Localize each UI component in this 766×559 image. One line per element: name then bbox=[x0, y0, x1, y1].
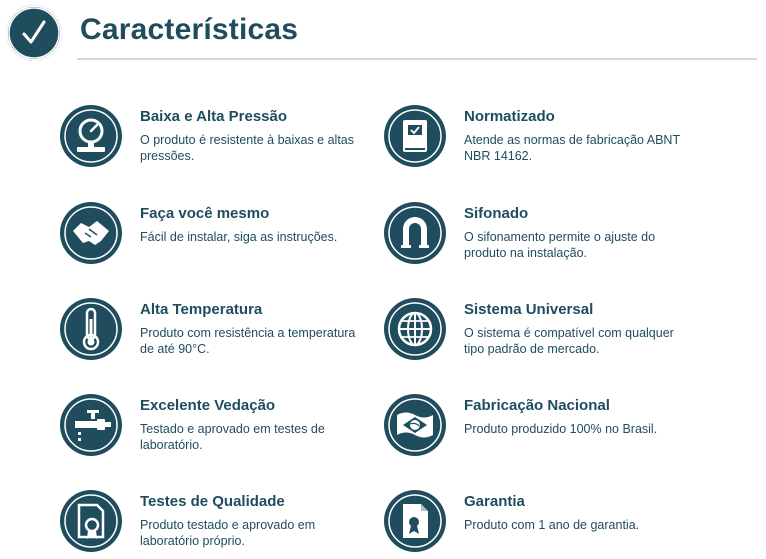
feature-title: Sistema Universal bbox=[464, 301, 594, 318]
feature-title: Excelente Vedação bbox=[140, 397, 276, 414]
checkmark-icon bbox=[6, 5, 62, 61]
title-divider bbox=[77, 58, 757, 60]
feature-description: Produto com 1 ano de garantia. bbox=[464, 518, 640, 532]
feature-excellent-sealing bbox=[59, 393, 389, 463]
page-title: Características bbox=[80, 13, 299, 46]
handshake-icon bbox=[59, 201, 123, 265]
feature-description: Testado e aprovado em testes de laboratório. bbox=[140, 422, 325, 452]
feature-description: O sistema é compatível com qualquer tipo padrão de mercado. bbox=[464, 326, 674, 356]
feature-title: Garantia bbox=[464, 493, 525, 510]
feature-description: Atende as normas de fabricação ABNT NBR 14162. bbox=[464, 133, 680, 163]
feature-low-high-pressure bbox=[59, 104, 389, 174]
checkmark-badge bbox=[6, 5, 62, 61]
feature-title: Baixa e Alta Pressão bbox=[140, 108, 288, 125]
feature-universal-system bbox=[383, 297, 713, 367]
feature-quality-tests bbox=[59, 489, 389, 559]
feature-description: O produto é resistente à baixas e altas pressões. bbox=[140, 133, 355, 163]
feature-high-temperature bbox=[59, 297, 389, 367]
feature-standardized bbox=[383, 104, 713, 174]
feature-warranty bbox=[383, 489, 713, 559]
warranty-document-icon bbox=[383, 489, 447, 553]
pressure-gauge-icon bbox=[59, 104, 123, 168]
feature-title: Normatizado bbox=[464, 108, 555, 125]
feature-title: Sifonado bbox=[464, 205, 529, 222]
siphon-icon bbox=[383, 201, 447, 265]
standard-book-icon bbox=[383, 104, 447, 168]
brazil-flag-icon bbox=[383, 393, 447, 457]
thermometer-icon bbox=[59, 297, 123, 361]
feature-description: Fácil de instalar, siga as instruções. bbox=[140, 230, 338, 244]
feature-title: Alta Temperatura bbox=[140, 301, 263, 318]
feature-description: Produto produzido 100% no Brasil. bbox=[464, 422, 658, 436]
feature-description: Produto com resistência a temperatura de até 90°C. bbox=[140, 326, 356, 356]
certificate-icon bbox=[59, 489, 123, 553]
feature-title: Faça você mesmo bbox=[140, 205, 270, 222]
feature-do-it-yourself bbox=[59, 201, 389, 271]
feature-description: Produto testado e aprovado em laboratório próprio. bbox=[140, 518, 316, 548]
globe-icon bbox=[383, 297, 447, 361]
feature-title: Fabricação Nacional bbox=[464, 397, 610, 414]
feature-description: O sifonamento permite o ajuste do produto na instalação. bbox=[464, 230, 656, 260]
feature-title: Testes de Qualidade bbox=[140, 493, 285, 510]
feature-siphoned bbox=[383, 201, 713, 271]
feature-national-manufacturing bbox=[383, 393, 713, 463]
faucet-icon bbox=[59, 393, 123, 457]
